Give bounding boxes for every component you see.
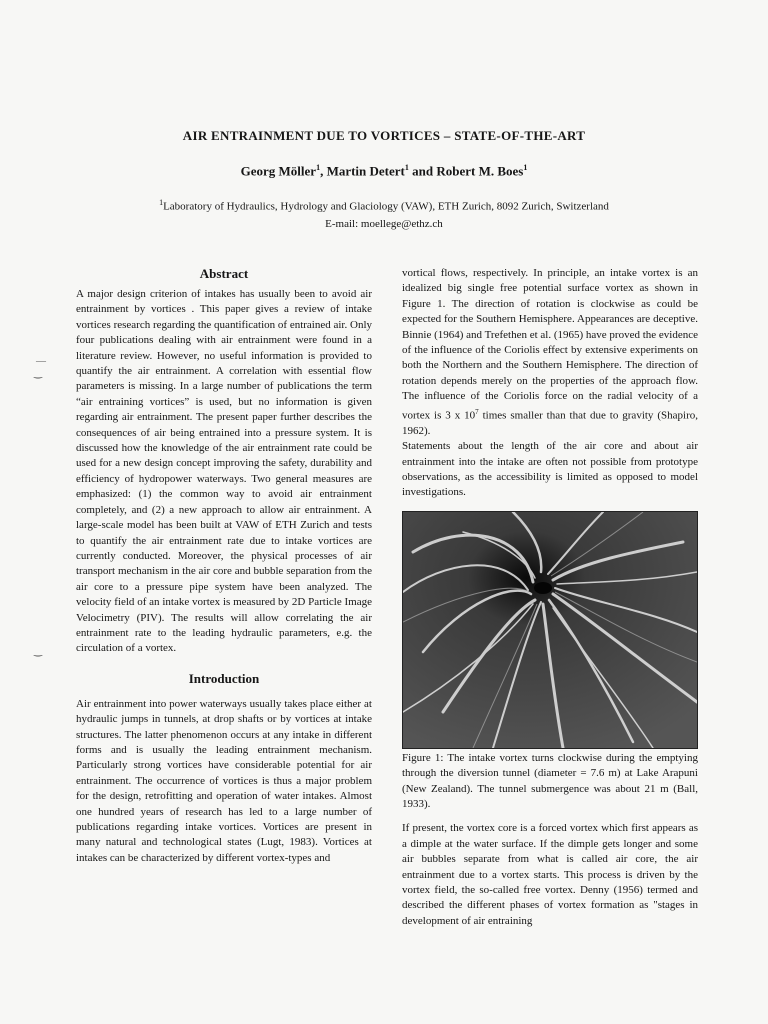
affiliation-marker: 1 (523, 163, 528, 172)
author-name: Martin Detert (326, 163, 405, 179)
vortex-photo-image (403, 512, 697, 748)
exponent: 7 (475, 407, 479, 416)
paper-title: AIR ENTRAINMENT DUE TO VORTICES – STATE-OF-THE-ART (182, 128, 586, 143)
author-line (0, 163, 768, 179)
affiliation-marker: 1 (404, 163, 409, 172)
affiliation-marker: 1 (316, 163, 321, 172)
abstract-text: A major design criterion of intakes has usually been to avoid air entrainment by vortices . This paper gives a review of intake vortices research regarding the quantification of entrained air. Only four publications dealing with air entrainment were found in a literature review. However, no useful information is provided to quantify the air entrainment. A correlation with essential flow parameters is missing. In a large number of publications the term “air entraining vortices” is used, but no information is given regarding air entrainment. The present paper further describes the consequences of air being entrained into a pressure system. It is discussed how the knowledge of the air entrainment rate could be used for a new design concept improving the safety, durability and efficiency of hydropower waterways. Two general measures are emphasized: (1) the common way to avoid air entrainment completely, and (2) a new approach to allow air entrainment. A large-scale model has been built at VAW of ETH Zurich and tests to quantify the air entrainment rate due to intake vortices are currently conducted. Moreover, the physical processes of air transport mechanism in the air core and bubble separation from the air core to a pressure pipe system have been analyzed. The velocity field of an intake vortex is measured by 2D Particle Image Velocimetry (PIV). The results will allow correlating the air entrainment rate to the leading hydraulic parameters, e.g. the circulation of a vortex. (76, 288, 372, 655)
affiliation-marker: 1 (159, 198, 164, 207)
scan-artifact: — (36, 356, 46, 367)
vortex-photo (402, 511, 698, 749)
scan-artifact: ‿ (34, 646, 43, 657)
body-text: times smaller than that due to gravity (Shapiro, 1962). (402, 409, 698, 437)
body-paragraph (402, 266, 698, 439)
right-column (402, 266, 698, 929)
introduction-heading: Introduction (188, 670, 260, 686)
body-paragraph: If present, the vortex core is a forced vortex which first appears as a dimple at the water surface. If the dimple gets longer and some air bubbles separate from what is called air core, the air entrainment due to a vortex starts. This process is driven by the vortex field, the so-called free vortex. Denny (1956) termed and described the different phases of vortex formation as "stages in development of air entraining (402, 822, 698, 927)
body-paragraph: Statements about the length of the air core and about air entrainment into the intake are often not possible from prototype observations, as the accessibility is limited as opposed to model investigations. (402, 440, 698, 499)
affiliation-block (0, 194, 768, 233)
figure-caption: Figure 1: The intake vortex turns clockwise during the emptying through the diversion tunnel (diameter = 7.6 m) at Lake Arapuni (New Zealand). The tunnel submergence was about 21 m (Ball, 1933). (402, 751, 698, 810)
scan-artifact: ‿ (34, 368, 43, 379)
author-name: Robert M. Boes (436, 163, 524, 179)
affiliation-text: Laboratory of Hydraulics, Hydrology and Glaciology (VAW), ETH Zurich, 8092 Zurich, Switzerland (163, 200, 609, 213)
body-text: vortical flows, respectively. In principle, an intake vortex is an idealized big single free potential surface vortex as shown in Figure 1. The direction of rotation is clockwise as could be expected for the Southern Hemisphere. Appearances are deceptive. Binnie (1964) and Trefethen et al. (1965) have proved the evidence of the influence of the Coriolis effect by extensive experiments on both the Northern and the Southern Hemisphere. The direction of rotation depends merely on the properties of the approach flow. The influence of the Coriolis force on the radial velocity of a vortex is 3 x 10 (402, 267, 698, 422)
email-text: E-mail: moellege@ethz.ch (325, 217, 443, 230)
author-separator: , (320, 163, 327, 179)
introduction-text: Air entrainment into power waterways usually takes place either at hydraulic jumps in tunnels, at drop shafts or by vortices at intake structures. The latter phenomenon occurs at any intake in different forms and is usually the leading entrainment mechanism. Particularly strong vortices have considerable potential for air entrainment. The occurrence of vortices is thus a major problem for the design, retrofitting and operation of water intakes. Almost one hundred years of research has led to a large number of publications regarding intake vortices. Vortices are present in many natural and technological states (Lugt, 1983). Vortices at intakes can be characterized by different vortex-types and (76, 697, 372, 864)
abstract-heading: Abstract (199, 266, 249, 281)
author-separator: and (408, 163, 437, 179)
left-column (76, 266, 372, 866)
author-name: Georg Möller (240, 163, 317, 179)
